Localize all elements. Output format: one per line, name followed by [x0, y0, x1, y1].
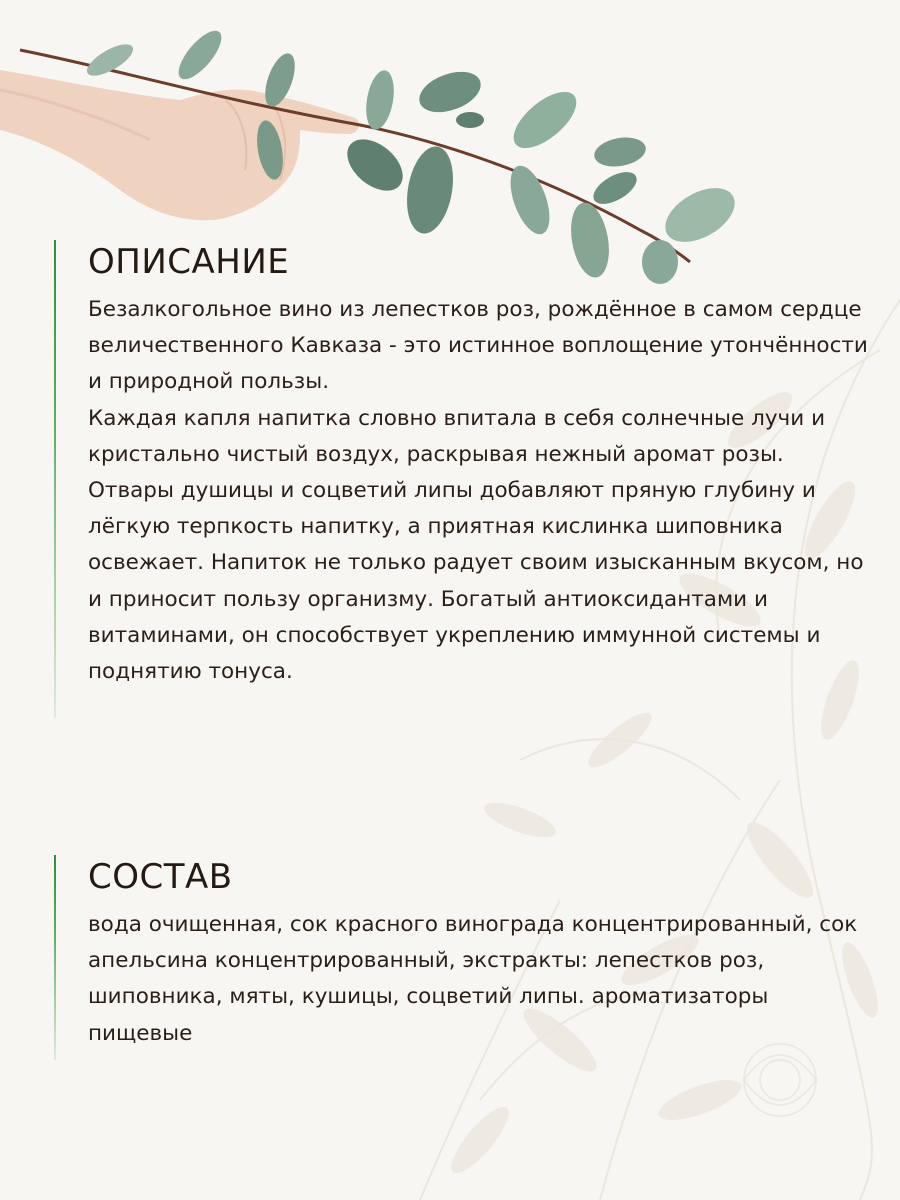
- composition-text: вода очищенная, сок красного винограда концентрированный, сок апельсина концентрированный, экстракты: лепестков роз, шиповника, мяты, кушицы, соцветий липы. ароматизаторы пищевые: [88, 912, 858, 1046]
- section-accent-line: [54, 855, 56, 1060]
- section-title: ОПИСАНИЕ: [88, 242, 290, 282]
- description-text: [54, 284, 868, 690]
- section-title: СОСТАВ: [88, 857, 233, 897]
- section-accent-line: [54, 240, 56, 718]
- composition-section: [54, 855, 858, 1052]
- description-section: [54, 240, 868, 690]
- description-paragraph: Безалкогольное вино из лепестков роз, рождённое в самом сердце величественного Кавказа - это истинное воплощение утончённости и природной пользы.: [88, 297, 868, 395]
- description-paragraph: Каждая капля напитка словно впитала в себя солнечные лучи и кристально чистый воздух, раскрывая нежный аромат розы. Отвары душицы и соцветий липы добавляют пряную глубину и лёгкую терпкость напитку, а приятная кислинка шиповника освежает. Напиток не только радует своим изысканным вкусом, но и приносит пользу организму. Богатый антиоксидантами и витаминами, он способствует укреплению иммунной системы и поднятию тонуса.: [88, 405, 864, 685]
